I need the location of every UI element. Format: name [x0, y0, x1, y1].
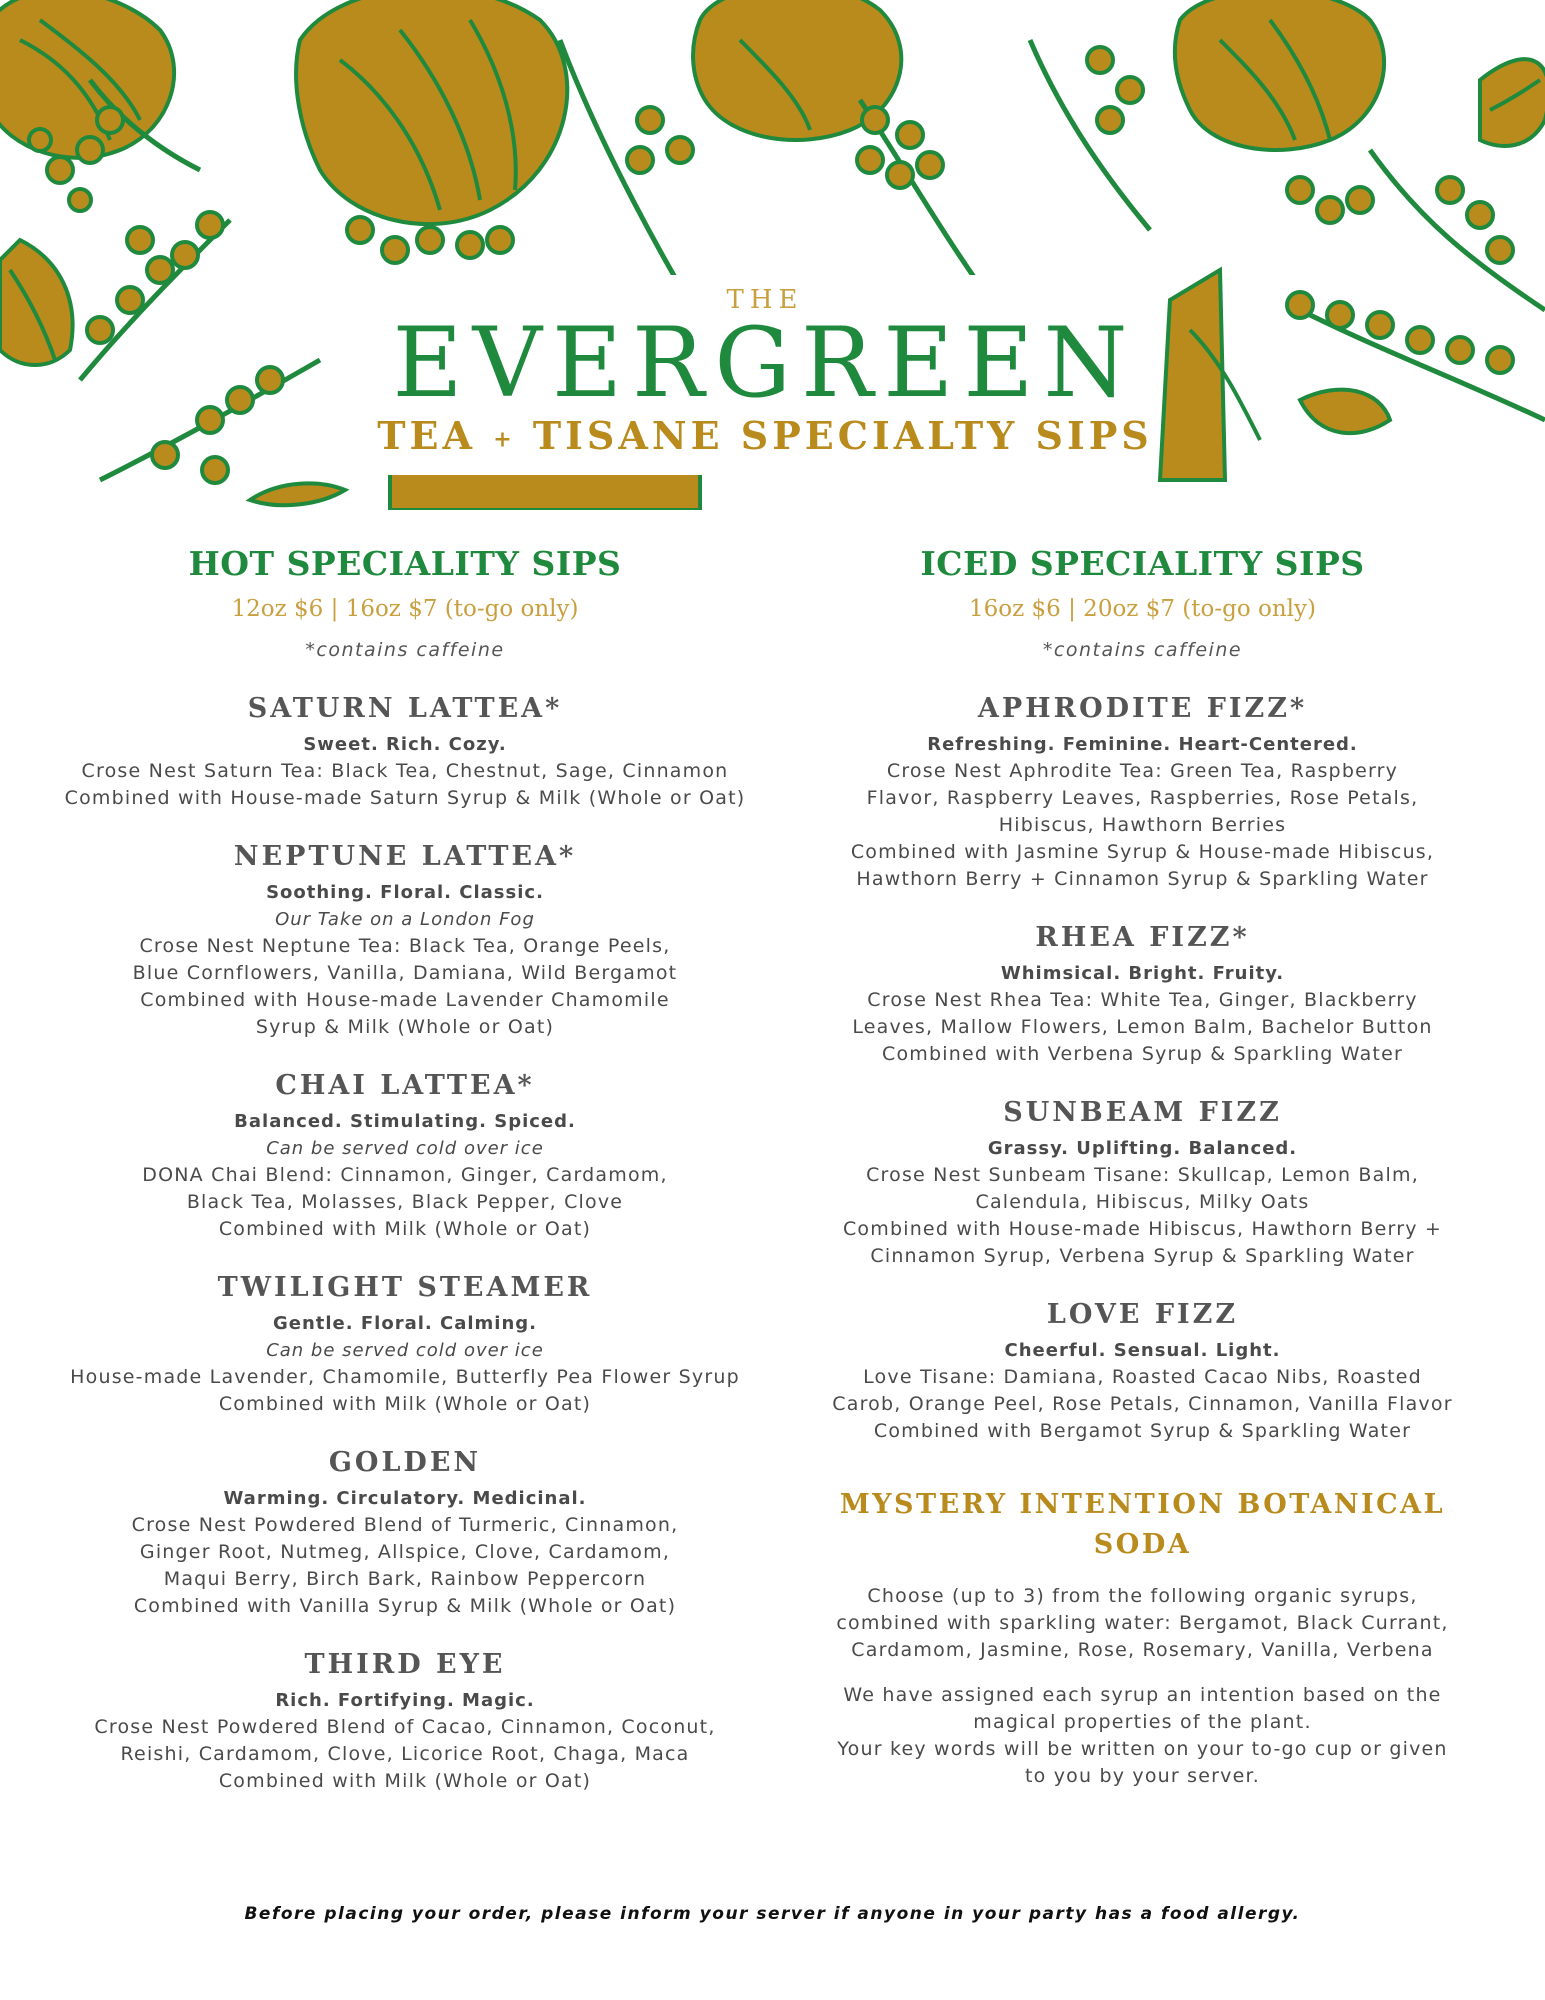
title-block: [375, 275, 1155, 475]
menu-item-description-line: Syrup & Milk (Whole or Oat): [255, 1016, 555, 1038]
menu-item-tagline: Warming. Circulatory. Medicinal.: [223, 1488, 587, 1509]
mystery-soda-line: Cardamom, Jasmine, Rose, Rosemary, Vanilla, Verbena: [851, 1639, 1434, 1661]
title-subtitle: [375, 413, 1155, 458]
iced-section-price: 16oz $6 | 20oz $7 (to-go only): [969, 596, 1316, 622]
menu-item-description-line: Crose Nest Neptune Tea: Black Tea, Orange Peels,: [139, 935, 671, 957]
menu-item-name: APHRODITE FIZZ*: [977, 693, 1308, 724]
menu-item-name: GOLDEN: [328, 1447, 482, 1478]
menu-item-tagline: Cheerful. Sensual. Light.: [1004, 1340, 1281, 1361]
menu-item-name: SUNBEAM FIZZ: [1003, 1097, 1282, 1128]
hot-section-title: HOT SPECIALITY SIPS: [188, 544, 622, 583]
menu-item-description-line: Hibiscus, Hawthorn Berries: [998, 814, 1287, 836]
menu-item-description-line: Reishi, Cardamom, Clove, Licorice Root, Chaga, Maca: [120, 1743, 690, 1765]
menu-item: [55, 1067, 755, 1243]
hot-caffeine-note: *contains caffeine: [305, 639, 505, 661]
menu-item-description-line: Combined with House-made Saturn Syrup & Milk (Whole or Oat): [64, 787, 746, 809]
allergy-notice: Before placing your order, please inform your server if anyone in your party has a food allergy.: [244, 1904, 1301, 1924]
menu-item-note: Can be served cold over ice: [266, 1138, 544, 1159]
menu-item-description-line: Love Tisane: Damiana, Roasted Cacao Nibs, Roasted: [863, 1366, 1422, 1388]
menu-item-tagline: Soothing. Floral. Classic.: [266, 882, 544, 903]
menu-item-description-line: Crose Nest Saturn Tea: Black Tea, Chestnut, Sage, Cinnamon: [81, 760, 729, 782]
menu-item: [55, 838, 755, 1041]
menu-item-name: SATURN LATTEA*: [247, 693, 563, 724]
subtitle-plus: +: [493, 426, 516, 453]
menu-item-tagline: Balanced. Stimulating. Spiced.: [234, 1111, 576, 1132]
menu-item: [55, 690, 755, 812]
mystery-soda-section: [800, 1485, 1485, 1790]
subtitle-tea: TEA: [377, 413, 476, 458]
menu-item-description-line: Combined with Bergamot Syrup & Sparkling Water: [873, 1420, 1412, 1442]
menu-item-description-line: Maqui Berry, Birch Bark, Rainbow Peppercorn: [163, 1568, 647, 1590]
menu-item-description-line: Combined with Milk (Whole or Oat): [218, 1770, 592, 1792]
menu-item: [55, 1269, 755, 1418]
menu-item: [800, 1094, 1485, 1270]
iced-section-title: ICED SPECIALITY SIPS: [920, 544, 1365, 583]
mystery-soda-intention: [800, 1682, 1485, 1790]
iced-caffeine-note: *contains caffeine: [1042, 639, 1243, 661]
menu-item-description-line: Cinnamon Syrup, Verbena Syrup & Sparkling Water: [870, 1245, 1415, 1267]
menu-item-description-line: Ginger Root, Nutmeg, Allspice, Clove, Cardamom,: [139, 1541, 671, 1563]
mystery-soda-line: We have assigned each syrup an intention based on the: [843, 1684, 1442, 1706]
menu-item-tagline: Sweet. Rich. Cozy.: [303, 734, 507, 755]
menu-item-name: THIRD EYE: [304, 1649, 506, 1680]
menu-item-description-line: Crose Nest Powdered Blend of Turmeric, Cinnamon,: [131, 1514, 679, 1536]
hot-item-list: [55, 690, 755, 1795]
mystery-soda-line: magical properties of the plant.: [973, 1711, 1312, 1733]
menu-item-name: LOVE FIZZ: [1046, 1299, 1239, 1330]
menu-item: [800, 919, 1485, 1068]
mystery-soda-line: Choose (up to 3) from the following organic syrups,: [867, 1585, 1418, 1607]
menu-item-description-line: Flavor, Raspberry Leaves, Raspberries, Rose Petals,: [866, 787, 1419, 809]
mystery-soda-description: [800, 1583, 1485, 1664]
title-evergreen: EVERGREEN: [392, 307, 1138, 419]
menu-item-description-line: Crose Nest Powdered Blend of Cacao, Cinnamon, Coconut,: [94, 1716, 716, 1738]
menu-item-description-line: House-made Lavender, Chamomile, Butterfly Pea Flower Syrup: [70, 1366, 740, 1388]
menu-item-description-line: Black Tea, Molasses, Black Pepper, Clove: [186, 1191, 624, 1213]
menu-item-note: Can be served cold over ice: [266, 1340, 544, 1361]
menu-item-description-line: Crose Nest Sunbeam Tisane: Skullcap, Lemon Balm,: [866, 1164, 1419, 1186]
header-illustration: [0, 0, 1545, 510]
mystery-soda-line: to you by your server.: [1024, 1765, 1260, 1787]
title-the: THE: [726, 285, 804, 315]
iced-sips-column: [800, 540, 1485, 1790]
menu-item: [800, 1296, 1485, 1445]
menu-item-description-line: Combined with Milk (Whole or Oat): [218, 1218, 592, 1240]
menu-item-tagline: Grassy. Uplifting. Balanced.: [987, 1138, 1298, 1159]
menu-item-description-line: Combined with Jasmine Syrup & House-made Hibiscus,: [850, 841, 1435, 863]
iced-item-list: [800, 690, 1485, 1445]
hot-section-price: 12oz $6 | 16oz $7 (to-go only): [231, 596, 579, 622]
mystery-soda-line: combined with sparkling water: Bergamot, Black Currant,: [836, 1612, 1449, 1634]
menu-item-description-line: Combined with Vanilla Syrup & Milk (Whole or Oat): [133, 1595, 677, 1617]
menu-item-description-line: Combined with House-made Lavender Chamomile: [140, 989, 670, 1011]
menu-item-description-line: Blue Cornflowers, Vanilla, Damiana, Wild Bergamot: [132, 962, 678, 984]
menu-item-description-line: DONA Chai Blend: Cinnamon, Ginger, Cardamom,: [142, 1164, 668, 1186]
menu-item-description-line: Combined with Verbena Syrup & Sparkling Water: [882, 1043, 1403, 1065]
subtitle-tisane: TISANE SPECIALTY SIPS: [532, 413, 1153, 458]
hot-sips-column: [55, 540, 755, 1795]
menu-item-description-line: Crose Nest Aphrodite Tea: Green Tea, Raspberry: [886, 760, 1399, 782]
menu-item-tagline: Rich. Fortifying. Magic.: [275, 1690, 535, 1711]
menu-item-description-line: Leaves, Mallow Flowers, Lemon Balm, Bachelor Button: [852, 1016, 1433, 1038]
menu-item: [800, 690, 1485, 893]
menu-item: [55, 1444, 755, 1620]
menu-item-description-line: Combined with House-made Hibiscus, Hawthorn Berry +: [842, 1218, 1443, 1240]
menu-item-description-line: Combined with Milk (Whole or Oat): [218, 1393, 592, 1415]
menu-item-tagline: Whimsical. Bright. Fruity.: [1000, 963, 1285, 984]
menu-item-tagline: Refreshing. Feminine. Heart-Centered.: [927, 734, 1358, 755]
menu-item-name: NEPTUNE LATTEA*: [233, 841, 577, 872]
menu-item-description-line: Carob, Orange Peel, Rose Petals, Cinnamon, Vanilla Flavor: [832, 1393, 1453, 1415]
menu-item-tagline: Gentle. Floral. Calming.: [272, 1313, 537, 1334]
menu-item-name: RHEA FIZZ*: [1035, 922, 1250, 953]
mystery-soda-title: MYSTERY INTENTION BOTANICAL SODA: [839, 1489, 1446, 1560]
menu-item-note: Our Take on a London Fog: [275, 909, 535, 930]
menu-item: [55, 1646, 755, 1795]
mystery-soda-line: Your key words will be written on your to-go cup or given: [837, 1738, 1448, 1760]
menu-item-name: TWILIGHT STEAMER: [217, 1272, 593, 1303]
menu-item-description-line: Crose Nest Rhea Tea: White Tea, Ginger, Blackberry: [867, 989, 1418, 1011]
menu-item-description-line: Hawthorn Berry + Cinnamon Syrup & Sparkling Water: [856, 868, 1429, 890]
menu-item-name: CHAI LATTEA*: [275, 1070, 535, 1101]
menu-item-description-line: Calendula, Hibiscus, Milky Oats: [975, 1191, 1310, 1213]
